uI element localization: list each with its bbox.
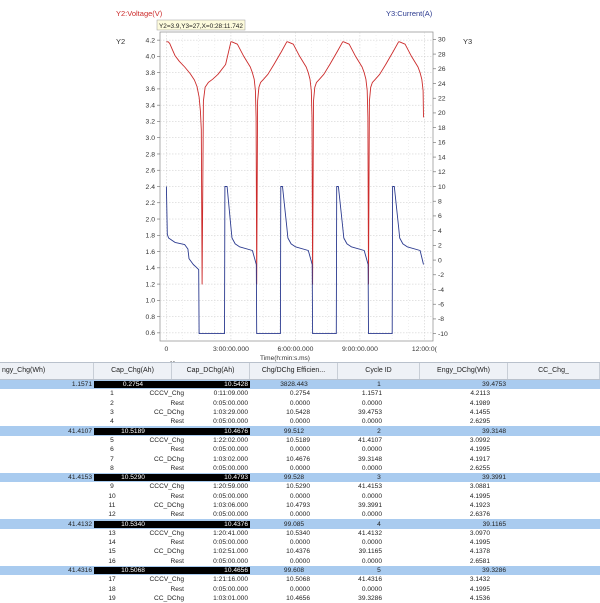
cell-time: 1:20:41.000 bbox=[213, 529, 248, 537]
cell-cap: 0.0000 bbox=[289, 557, 310, 565]
cell-time: 1:03:06.000 bbox=[213, 502, 248, 509]
cell-type: CC_DChg bbox=[153, 594, 184, 602]
cycle-row[interactable] bbox=[0, 473, 600, 482]
y3-tick-label: 28 bbox=[438, 51, 446, 59]
cell-c2: 10.4376 bbox=[172, 521, 250, 528]
cell-id: 9 bbox=[110, 483, 114, 491]
cell-energy: 0.0000 bbox=[361, 399, 382, 407]
step-row[interactable] bbox=[0, 417, 600, 426]
step-row[interactable] bbox=[0, 454, 600, 463]
y2-tick-label: 3.8 bbox=[145, 69, 155, 77]
step-row[interactable] bbox=[0, 464, 600, 473]
cell-type: CCCV_Chg bbox=[149, 483, 184, 491]
step-row[interactable] bbox=[0, 575, 600, 584]
cell-id: 19 bbox=[108, 594, 116, 602]
cell-time: 0:05:00.000 bbox=[213, 557, 248, 565]
cell-id: 14 bbox=[108, 539, 116, 547]
cell-cap: 10.4376 bbox=[286, 548, 310, 556]
cell-id: 8 bbox=[110, 464, 114, 472]
cell-type: Rest bbox=[170, 511, 184, 519]
cell-cap: 0.0000 bbox=[289, 511, 310, 519]
cell-type: CC_DChg bbox=[153, 409, 184, 417]
cell-id: 3 bbox=[110, 409, 114, 417]
cell-type: Rest bbox=[170, 464, 184, 472]
column-header[interactable]: Engy_DChg(Wh) bbox=[420, 363, 508, 379]
column-header[interactable]: Cap_Chg(Ah) bbox=[94, 363, 172, 379]
y3-tick-label: 8 bbox=[438, 198, 442, 206]
y3-tick-label: 22 bbox=[438, 95, 446, 103]
cell-volt: 2.6255 bbox=[469, 464, 490, 472]
y2-tick-label: 1.8 bbox=[145, 232, 155, 240]
cell-time: 1:03:29.000 bbox=[213, 409, 248, 417]
cell-type: CCCV_Chg bbox=[149, 576, 184, 584]
cell-time: 1:03:01.000 bbox=[213, 594, 248, 602]
cycle-row[interactable] bbox=[0, 380, 600, 389]
cell-time: 1:22:02.000 bbox=[213, 436, 248, 444]
column-header[interactable]: Cycle ID bbox=[338, 363, 420, 379]
y2-tick-label: 0.8 bbox=[145, 313, 155, 321]
cell-id: 2 bbox=[110, 399, 114, 407]
cell-time: 0:11:09.000 bbox=[213, 390, 248, 398]
y2-axis-title: Y2:Voltage(V) bbox=[116, 9, 163, 18]
cell-c5: 39.1165 bbox=[482, 520, 506, 528]
x-tick-label: 9:00:00.000 bbox=[341, 346, 378, 353]
cell-c5: 39.3991 bbox=[482, 474, 506, 482]
chart-series bbox=[166, 42, 423, 334]
cell-energy: 41.4153 bbox=[358, 483, 382, 491]
cell-type: CC_DChg bbox=[153, 455, 184, 463]
series-line-voltage bbox=[166, 42, 423, 284]
cell-c0: 41.4132 bbox=[68, 520, 92, 528]
table-header bbox=[0, 362, 600, 380]
table-body bbox=[0, 380, 600, 603]
cell-id: 10 bbox=[108, 492, 116, 500]
cell-time: 0:05:00.000 bbox=[213, 492, 248, 500]
cell-c5: 39.3286 bbox=[482, 567, 506, 575]
cell-volt: 4.1455 bbox=[469, 409, 490, 417]
cell-volt: 2.6581 bbox=[469, 557, 490, 565]
cell-type: CCCV_Chg bbox=[149, 529, 184, 537]
cell-energy: 39.1165 bbox=[358, 548, 382, 556]
step-row[interactable] bbox=[0, 594, 600, 603]
cell-c3: 99.512 bbox=[283, 427, 305, 435]
y3-axis-title: Y3:Current(A) bbox=[386, 9, 433, 18]
cell-c4: 4 bbox=[377, 520, 381, 528]
cell-cap: 10.5428 bbox=[286, 409, 310, 417]
cell-type: Rest bbox=[170, 557, 184, 565]
cell-time: 1:03:02.000 bbox=[213, 455, 248, 463]
cell-id: 6 bbox=[110, 446, 114, 454]
cell-c0: 41.4107 bbox=[68, 427, 92, 435]
cell-c3: 99.528 bbox=[283, 474, 305, 482]
y3-tick-label: -4 bbox=[438, 286, 445, 294]
y3-tick-label: 10 bbox=[438, 183, 446, 191]
cell-cap: 0.0000 bbox=[289, 539, 310, 547]
cell-energy: 0.0000 bbox=[361, 446, 382, 454]
cell-c4: 1 bbox=[377, 381, 381, 389]
cell-id: 17 bbox=[108, 576, 116, 584]
cell-type: Rest bbox=[170, 418, 184, 426]
cell-c1: 10.5189 bbox=[94, 428, 172, 435]
cell-time: 1:02:51.000 bbox=[213, 548, 248, 556]
cell-volt: 3.0881 bbox=[469, 483, 490, 491]
cell-c1: 0.2754 bbox=[94, 381, 172, 388]
y3-tick-label: 16 bbox=[438, 139, 446, 147]
y3-tick-label: 26 bbox=[438, 66, 446, 74]
step-row[interactable] bbox=[0, 492, 600, 501]
cell-type: Rest bbox=[170, 492, 184, 500]
cell-id: 1 bbox=[110, 390, 114, 398]
cell-id: 5 bbox=[110, 436, 114, 444]
cell-cap: 0.2754 bbox=[289, 390, 310, 398]
step-row[interactable] bbox=[0, 408, 600, 417]
cell-c0: 1.1571 bbox=[71, 381, 92, 389]
cell-energy: 39.3286 bbox=[358, 594, 382, 602]
cell-volt: 2.6295 bbox=[469, 418, 490, 426]
cell-time: 0:05:00.000 bbox=[213, 399, 248, 407]
y3-tick-label: 4 bbox=[438, 227, 442, 235]
series-line-current bbox=[166, 187, 423, 334]
y2-tick-label: 0.6 bbox=[145, 330, 155, 338]
x-tick-label: 6:00:00.000 bbox=[277, 346, 314, 353]
cell-c3: 3828.443 bbox=[280, 381, 308, 389]
y2-tick-label: 2.8 bbox=[145, 151, 155, 159]
cell-energy: 0.0000 bbox=[361, 557, 382, 565]
cell-energy: 41.4132 bbox=[358, 529, 382, 537]
cell-c3: 99.608 bbox=[283, 567, 305, 575]
y2-tick-label: 1.4 bbox=[145, 265, 155, 273]
cell-time: 1:20:59.000 bbox=[213, 483, 248, 491]
y2-tick-label: 3.0 bbox=[145, 135, 155, 143]
cell-cap: 10.4656 bbox=[286, 594, 310, 602]
cell-volt: 2.6376 bbox=[469, 511, 490, 519]
cell-volt: 4.1995 bbox=[469, 446, 490, 454]
y2-tick-label: 1.0 bbox=[145, 297, 155, 305]
cycle-row[interactable] bbox=[0, 566, 600, 575]
cell-id: 11 bbox=[108, 502, 116, 509]
x-tick-label: 0 bbox=[164, 346, 169, 353]
step-row[interactable] bbox=[0, 510, 600, 519]
cell-energy: 39.3148 bbox=[358, 455, 382, 463]
cycle-row[interactable] bbox=[0, 519, 600, 528]
y2-tick-label: 3.2 bbox=[145, 118, 155, 126]
cell-c2: 10.4793 bbox=[172, 474, 250, 481]
cell-c4: 5 bbox=[377, 567, 381, 575]
cell-type: Rest bbox=[170, 585, 184, 593]
cell-energy: 0.0000 bbox=[361, 511, 382, 519]
cell-volt: 4.1995 bbox=[469, 492, 490, 500]
cell-c5: 39.3148 bbox=[482, 427, 506, 435]
cell-cap: 0.0000 bbox=[289, 492, 310, 500]
cell-cap: 0.0000 bbox=[289, 399, 310, 407]
cell-cap: 10.5189 bbox=[286, 436, 310, 444]
x-tick-label: 3:00:00.000 bbox=[212, 346, 249, 353]
x-axis-title: Time(h:min:s.ms) bbox=[260, 355, 310, 362]
cell-id: 18 bbox=[108, 585, 116, 593]
y2-axis-name: Y2 bbox=[116, 37, 126, 46]
cell-energy: 0.0000 bbox=[361, 539, 382, 547]
cell-c5: 39.4753 bbox=[482, 381, 506, 389]
cell-energy: 39.4753 bbox=[358, 409, 382, 417]
cell-c1: 10.5290 bbox=[94, 474, 172, 481]
cell-cap: 10.4676 bbox=[286, 455, 310, 463]
column-header[interactable]: Cap_DChg(Ah) bbox=[172, 363, 250, 379]
cell-time: 0:05:00.000 bbox=[213, 539, 248, 547]
y2-tick-label: 3.6 bbox=[145, 86, 155, 94]
cell-time: 0:05:00.000 bbox=[213, 585, 248, 593]
step-row[interactable] bbox=[0, 547, 600, 556]
cell-energy: 0.0000 bbox=[361, 464, 382, 472]
column-header[interactable]: Chg/DChg Efficien... bbox=[250, 363, 338, 379]
cell-type: Rest bbox=[170, 539, 184, 547]
y2-tick-label: 4.2 bbox=[145, 37, 155, 45]
cell-type: Rest bbox=[170, 446, 184, 454]
step-row[interactable] bbox=[0, 557, 600, 566]
y2-tick-label: 3.4 bbox=[145, 102, 155, 110]
cell-volt: 3.0970 bbox=[469, 529, 490, 537]
step-row[interactable] bbox=[0, 538, 600, 547]
y3-tick-label: 2 bbox=[438, 242, 442, 250]
cell-type: Rest bbox=[170, 399, 184, 407]
cell-c2: 10.4676 bbox=[172, 428, 250, 435]
y3-axis-name: Y3 bbox=[463, 37, 473, 46]
y2-tick-label: 2.0 bbox=[145, 216, 155, 224]
y2-tick-label: 1.6 bbox=[145, 248, 155, 256]
cell-id: 16 bbox=[108, 557, 116, 565]
y3-tick-label: 14 bbox=[438, 154, 446, 162]
cell-volt: 4.1989 bbox=[469, 399, 490, 407]
cell-cap: 0.0000 bbox=[289, 446, 310, 454]
y2-tick-labels bbox=[146, 37, 160, 337]
cell-energy: 41.4316 bbox=[358, 576, 382, 584]
y3-tick-labels bbox=[433, 37, 448, 338]
cell-cap: 10.4793 bbox=[286, 502, 310, 509]
cell-id: 4 bbox=[110, 418, 114, 426]
y3-tick-label: -8 bbox=[438, 316, 445, 324]
cell-time: 0:05:00.000 bbox=[213, 511, 248, 519]
cell-volt: 4.1378 bbox=[469, 548, 490, 556]
y3-tick-label: 24 bbox=[438, 80, 446, 88]
cell-c3: 99.085 bbox=[283, 520, 305, 528]
cell-time: 1:21:16.000 bbox=[213, 576, 248, 584]
y3-tick-label: -10 bbox=[438, 330, 448, 338]
cell-type: CC_DChg bbox=[153, 502, 184, 509]
cell-type: CCCV_Chg bbox=[149, 436, 184, 444]
cell-volt: 3.0992 bbox=[469, 436, 490, 444]
cell-cap: 10.5290 bbox=[286, 483, 310, 491]
cell-energy: 41.4107 bbox=[358, 436, 382, 444]
cell-id: 12 bbox=[108, 511, 116, 519]
y2-tick-label: 2.2 bbox=[145, 200, 155, 208]
cell-cap: 10.5340 bbox=[286, 529, 310, 537]
cell-energy: 39.3991 bbox=[358, 502, 382, 509]
y2-tick-label: 2.4 bbox=[145, 183, 155, 191]
cell-c1: 10.5068 bbox=[94, 567, 172, 574]
cell-id: 7 bbox=[110, 455, 114, 463]
y3-tick-label: 6 bbox=[438, 213, 442, 221]
step-row[interactable] bbox=[0, 389, 600, 398]
step-row[interactable] bbox=[0, 529, 600, 538]
cell-energy: 1.1571 bbox=[361, 390, 382, 398]
step-row[interactable] bbox=[0, 399, 600, 408]
cell-cap: 0.0000 bbox=[289, 418, 310, 426]
column-header[interactable]: CC_Chg_ bbox=[508, 363, 600, 379]
y2-tick-label: 1.2 bbox=[145, 281, 155, 289]
cell-volt: 4.1995 bbox=[469, 539, 490, 547]
cell-energy: 0.0000 bbox=[361, 492, 382, 500]
cursor-readout: Y2=3.9,Y3=27,X=0:28:11.742 bbox=[159, 22, 243, 30]
y2-tick-label: 4.0 bbox=[145, 53, 155, 61]
step-row[interactable] bbox=[0, 445, 600, 454]
cell-time: 0:05:00.000 bbox=[213, 446, 248, 454]
cell-energy: 0.0000 bbox=[361, 418, 382, 426]
cell-c0: 41.4316 bbox=[68, 567, 92, 575]
cell-volt: 4.1923 bbox=[469, 502, 490, 509]
cell-cap: 10.5068 bbox=[286, 576, 310, 584]
y3-tick-label: 20 bbox=[438, 110, 446, 118]
cell-id: 13 bbox=[108, 529, 116, 537]
cell-c2: 10.5428 bbox=[172, 381, 250, 388]
cell-volt: 4.1917 bbox=[469, 455, 490, 463]
y3-tick-label: 12 bbox=[438, 169, 446, 177]
cell-c4: 2 bbox=[377, 427, 381, 435]
cell-type: CCCV_Chg bbox=[149, 390, 184, 398]
step-row[interactable] bbox=[0, 482, 600, 491]
cell-c1: 10.5340 bbox=[94, 521, 172, 528]
y2-tick-label: 2.6 bbox=[145, 167, 155, 175]
cell-time: 0:05:00.000 bbox=[213, 418, 248, 426]
cell-c2: 10.4656 bbox=[172, 567, 250, 574]
cycle-step-table[interactable] bbox=[0, 362, 600, 600]
column-header[interactable]: ngy_Chg(Wh) bbox=[0, 363, 94, 379]
y3-tick-label: -6 bbox=[438, 301, 445, 309]
step-row[interactable] bbox=[0, 436, 600, 445]
cell-volt: 4.1995 bbox=[469, 585, 490, 593]
cell-cap: 0.0000 bbox=[289, 585, 310, 593]
cell-energy: 0.0000 bbox=[361, 585, 382, 593]
cell-c0: 41.4153 bbox=[68, 474, 92, 482]
step-row[interactable] bbox=[0, 501, 600, 510]
cell-cap: 0.0000 bbox=[289, 464, 310, 472]
cell-volt: 4.2113 bbox=[470, 390, 490, 398]
cell-time: 0:05:00.000 bbox=[213, 464, 248, 472]
cycle-row[interactable] bbox=[0, 426, 600, 435]
step-row[interactable] bbox=[0, 585, 600, 594]
y3-tick-label: 30 bbox=[438, 36, 446, 44]
y3-tick-label: 0 bbox=[438, 257, 442, 265]
x-tick-label: 12:00:0( bbox=[411, 346, 437, 353]
cell-volt: 3.1432 bbox=[469, 576, 490, 584]
y3-tick-label: 18 bbox=[438, 124, 446, 132]
cell-type: CC_DChg bbox=[153, 548, 184, 556]
y3-tick-label: -2 bbox=[438, 272, 445, 280]
x-tick-labels bbox=[165, 346, 438, 353]
cell-id: 15 bbox=[108, 548, 116, 556]
cell-volt: 4.1536 bbox=[469, 594, 490, 602]
cell-c4: 3 bbox=[377, 474, 381, 482]
